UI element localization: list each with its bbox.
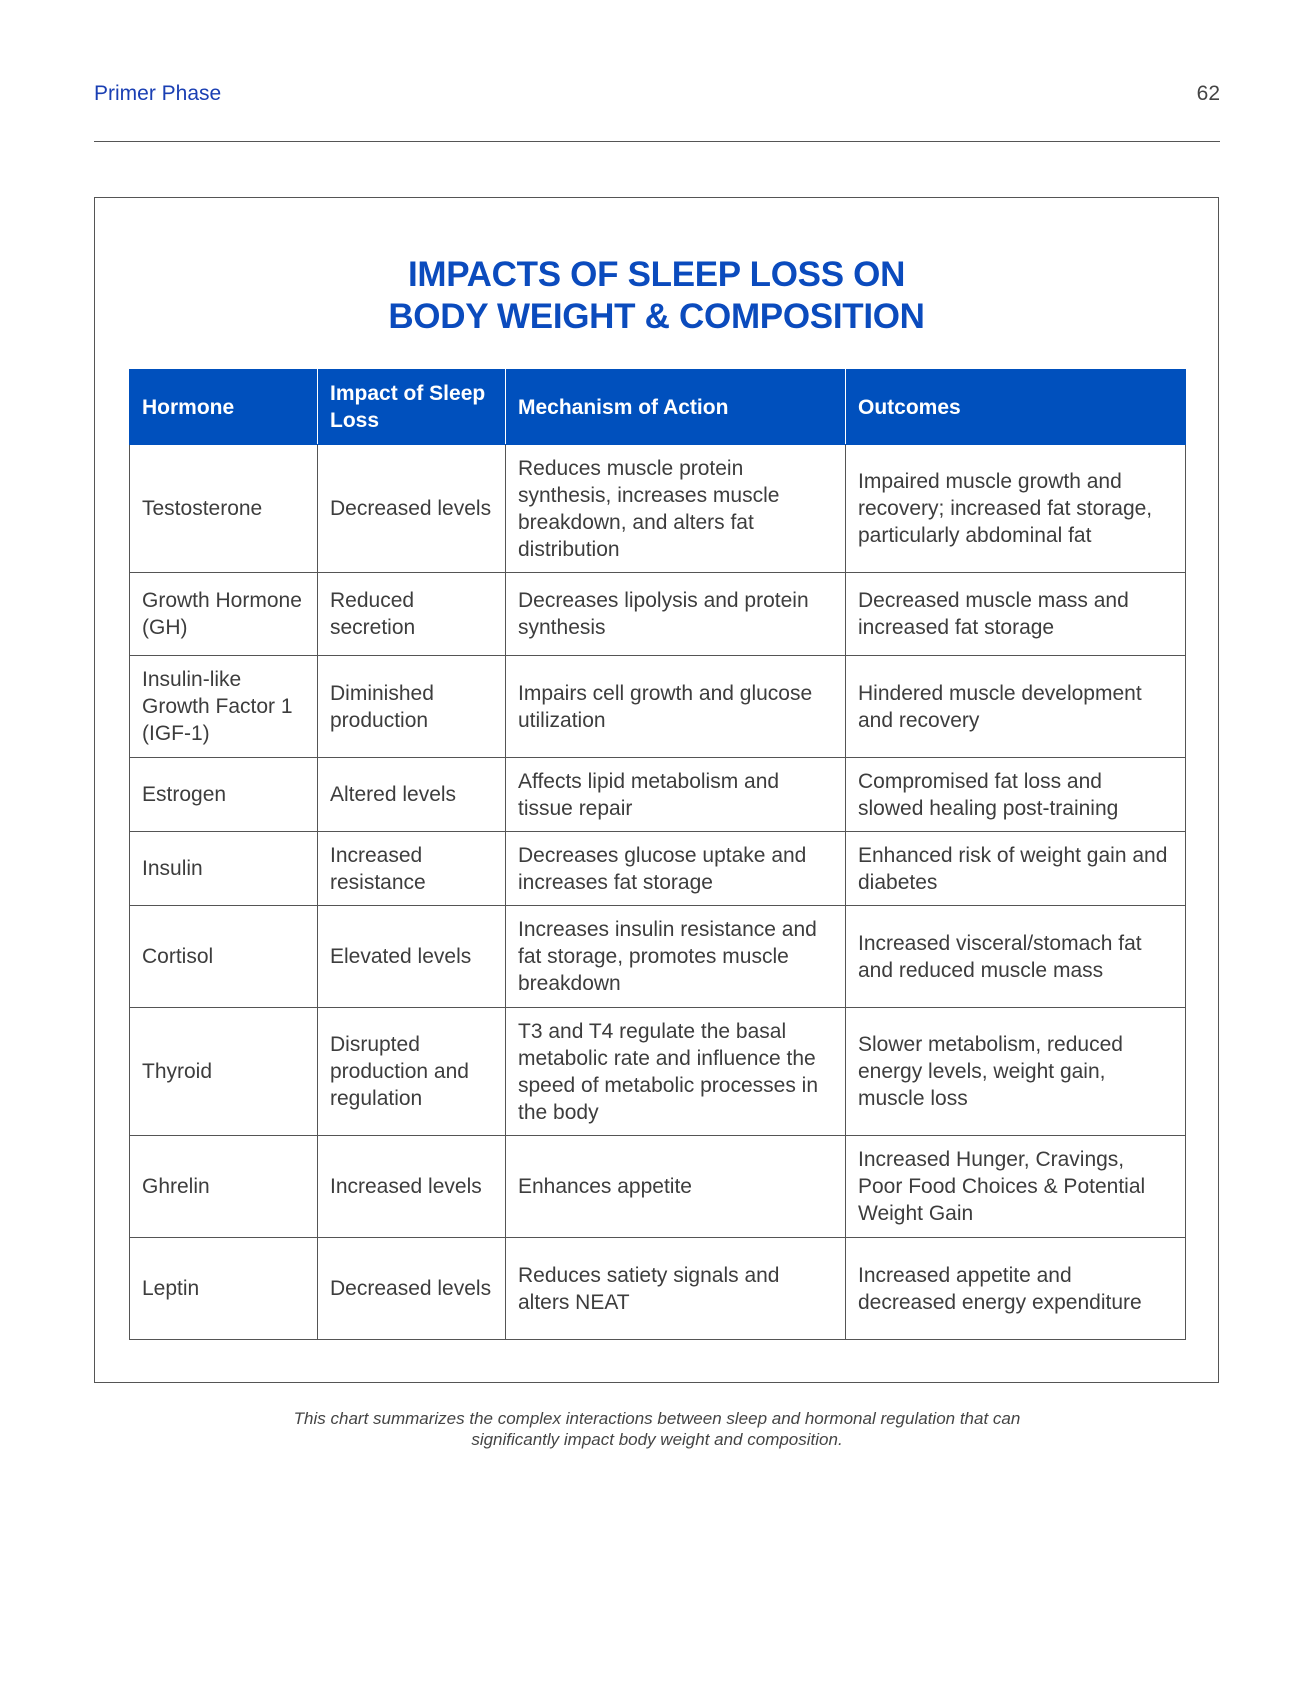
cell-mechanism: Affects lipid metabolism and tissue repair — [506, 758, 846, 832]
cell-mechanism: Decreases glucose uptake and increases fat storage — [506, 832, 846, 906]
table-row — [130, 573, 1186, 656]
table-row — [130, 1136, 1186, 1238]
title-line-1: IMPACTS OF SLEEP LOSS ON — [407, 255, 906, 294]
cell-impact: Reduced secretion — [318, 573, 506, 656]
cell-outcome: Compromised fat loss and slowed healing post-training — [846, 758, 1186, 832]
table-row — [130, 832, 1186, 906]
cell-hormone: Ghrelin — [130, 1136, 318, 1238]
cell-outcome: Slower metabolism, reduced energy levels, weight gain, muscle loss — [846, 1008, 1186, 1136]
table-row — [130, 906, 1186, 1008]
table-row — [130, 445, 1186, 573]
cell-hormone: Growth Hormone (GH) — [130, 573, 318, 656]
caption-line-1: This chart summarizes the complex interactions between sleep and hormonal regulation that can — [293, 1409, 1021, 1428]
cell-outcome: Increased Hunger, Cravings, Poor Food Choices & Potential Weight Gain — [846, 1136, 1186, 1238]
cell-mechanism: Reduces satiety signals and alters NEAT — [506, 1238, 846, 1340]
cell-mechanism: T3 and T4 regulate the basal metabolic rate and influence the speed of metabolic processes in the body — [506, 1008, 846, 1136]
cell-mechanism: Impairs cell growth and glucose utilization — [506, 656, 846, 758]
cell-impact: Diminished production — [318, 656, 506, 758]
page-number: 62 — [1196, 82, 1220, 105]
cell-impact: Elevated levels — [318, 906, 506, 1008]
cell-hormone: Thyroid — [130, 1008, 318, 1136]
running-head: Primer Phase — [94, 82, 222, 105]
cell-impact: Increased levels — [318, 1136, 506, 1238]
cell-outcome: Increased appetite and decreased energy expenditure — [846, 1238, 1186, 1340]
column-header-impact: Impact of Sleep Loss — [318, 370, 506, 445]
cell-hormone: Leptin — [130, 1238, 318, 1340]
cell-outcome: Increased visceral/stomach fat and reduced muscle mass — [846, 906, 1186, 1008]
caption-line-2: significantly impact body weight and composition. — [471, 1430, 843, 1449]
chart-frame — [94, 197, 1219, 1383]
cell-mechanism: Increases insulin resistance and fat storage, promotes muscle breakdown — [506, 906, 846, 1008]
cell-hormone: Testosterone — [130, 445, 318, 573]
cell-impact: Disrupted production and regulation — [318, 1008, 506, 1136]
hormone-table — [129, 369, 1186, 1340]
cell-outcome: Enhanced risk of weight gain and diabetes — [846, 832, 1186, 906]
column-header-hormone: Hormone — [130, 370, 318, 445]
cell-hormone: Cortisol — [130, 906, 318, 1008]
cell-mechanism: Reduces muscle protein synthesis, increases muscle breakdown, and alters fat distribution — [506, 445, 846, 573]
cell-hormone: Estrogen — [130, 758, 318, 832]
table-row — [130, 656, 1186, 758]
cell-outcome: Decreased muscle mass and increased fat storage — [846, 573, 1186, 656]
column-header-outcomes: Outcomes — [846, 370, 1186, 445]
cell-impact: Decreased levels — [318, 1238, 506, 1340]
title-line-2: BODY WEIGHT & COMPOSITION — [388, 297, 925, 336]
page-title — [95, 254, 1218, 338]
cell-impact: Altered levels — [318, 758, 506, 832]
cell-hormone: Insulin — [130, 832, 318, 906]
table-header-row — [130, 370, 1186, 445]
cell-hormone: Insulin-like Growth Factor 1 (IGF-1) — [130, 656, 318, 758]
cell-impact: Decreased levels — [318, 445, 506, 573]
cell-outcome: Impaired muscle growth and recovery; increased fat storage, particularly abdominal fat — [846, 445, 1186, 573]
cell-mechanism: Decreases lipolysis and protein synthesis — [506, 573, 846, 656]
cell-mechanism: Enhances appetite — [506, 1136, 846, 1238]
cell-impact: Increased resistance — [318, 832, 506, 906]
table-row — [130, 758, 1186, 832]
figure-caption — [94, 1408, 1220, 1450]
cell-outcome: Hindered muscle development and recovery — [846, 656, 1186, 758]
header-divider — [94, 141, 1220, 142]
column-header-mechanism: Mechanism of Action — [506, 370, 846, 445]
table-row — [130, 1238, 1186, 1340]
table-row — [130, 1008, 1186, 1136]
